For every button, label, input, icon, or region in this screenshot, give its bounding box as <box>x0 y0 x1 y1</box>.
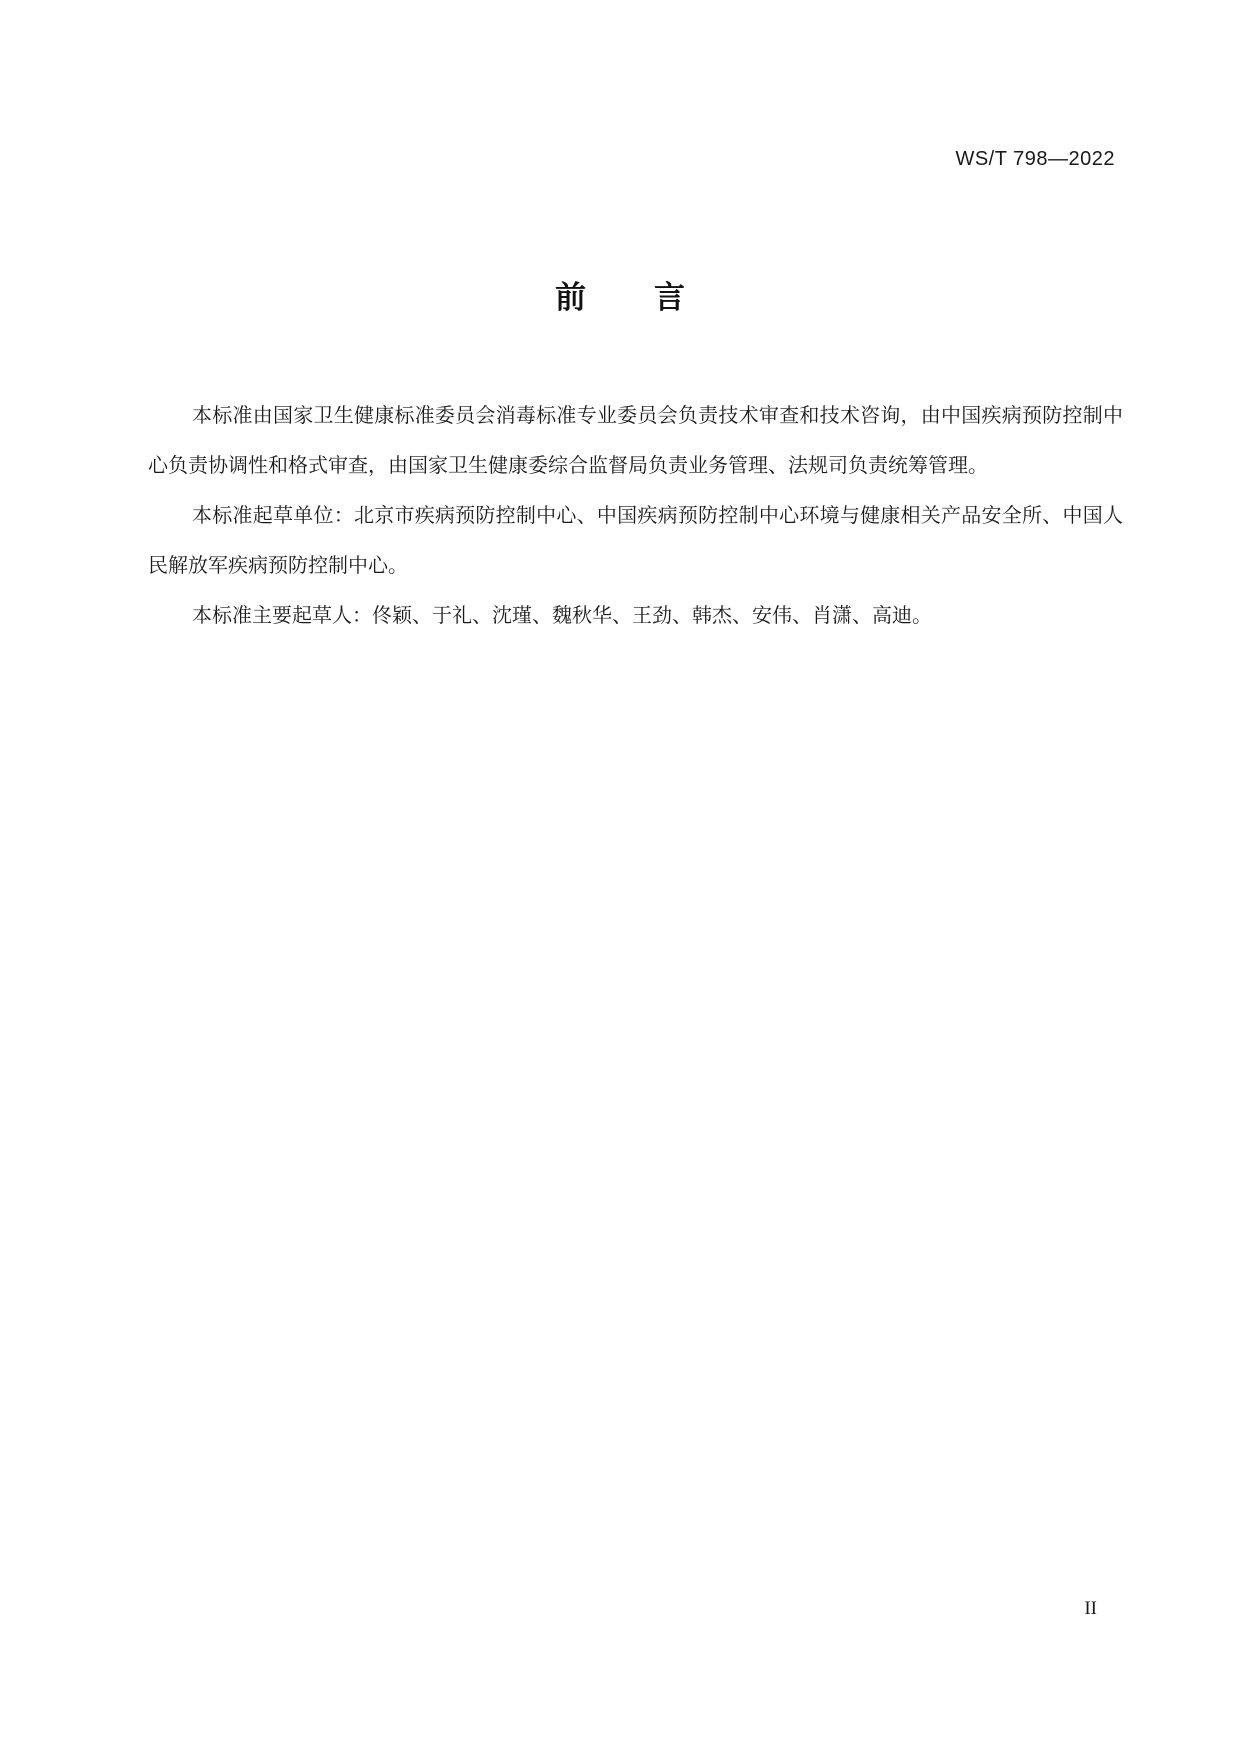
paragraph-main-drafters: 本标准主要起草人：佟颖、于礼、沈瑾、魏秋华、王劲、韩杰、安伟、肖潇、高迪。 <box>192 603 932 627</box>
preface-body <box>148 390 1123 640</box>
paragraph-drafting-units: 本标准起草单位：北京市疾病预防控制中心、中国疾病预防控制中心环境与健康相关产品安全所、中国人民解放军疾病预防控制中心。 <box>148 503 1123 577</box>
paragraph-review-responsibility: 本标准由国家卫生健康标准委员会消毒标准专业委员会负责技术审查和技术咨询，由中国疾病预防控制中心负责协调性和格式审查，由国家卫生健康委综合监督局负责业务管理、法规司负责统筹管理。 <box>148 403 1123 477</box>
standard-code: WS/T 798—2022 <box>955 148 1115 170</box>
page-number: II <box>1084 1598 1097 1619</box>
page-title: 前言 <box>555 280 753 316</box>
